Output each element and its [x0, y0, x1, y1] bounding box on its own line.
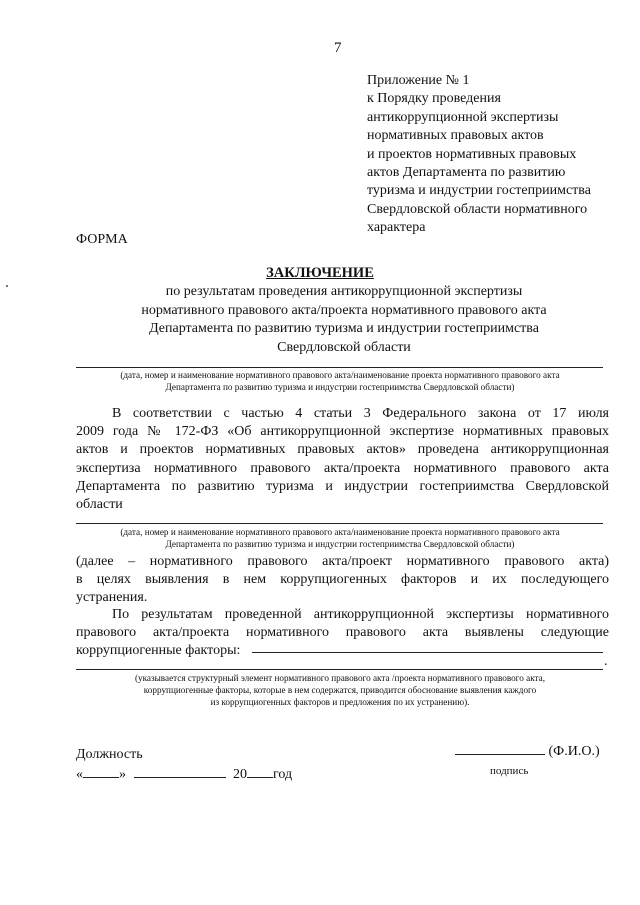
hint-line: (дата, номер и наименование нормативного правового акта/наименование проекта нормативного правового акта	[120, 370, 560, 380]
appendix-line: антикоррупционной экспертизы	[367, 109, 559, 125]
subtitle-line: Свердловской области	[277, 339, 411, 355]
hint-line: (дата, номер и наименование нормативного правового акта/наименование проекта нормативного правового акта	[120, 527, 560, 537]
paragraph-line: (далее – нормативного правового акта/проект нормативного правового акта)	[76, 554, 609, 569]
subtitle-line: Департамента по развитию туризма и индустрии гостеприимства	[149, 321, 539, 336]
paragraph-line: 2009 года № 172-ФЗ «Об антикоррупционной экспертизе нормативных правовых	[76, 424, 609, 440]
subtitle-line: по результатам проведения антикоррупционной экспертизы	[165, 284, 523, 299]
subtitle-line: нормативного правового акта/проекта нормативного правового акта	[141, 302, 547, 318]
paragraph-purpose	[76, 553, 609, 608]
appendix-line: к Порядку проведения	[367, 91, 501, 107]
paragraph-line: в целях выявления в нем коррупциогенных факторов и их последующего	[76, 572, 609, 588]
appendix-line: характера	[367, 220, 426, 236]
hint-note-factors	[70, 672, 610, 708]
appendix-block	[367, 72, 627, 238]
date-open-quote: «	[76, 767, 83, 782]
position-label: Должность	[76, 747, 143, 762]
month-field[interactable]	[134, 765, 226, 778]
margin-mark	[6, 285, 8, 287]
fill-in-line-factors-2[interactable]	[76, 669, 603, 670]
hint-line: из коррупциогенных факторов и предложения по их устранению).	[210, 697, 470, 707]
signature-field[interactable]	[455, 742, 545, 755]
paragraph-line: По результатам проведенной антикоррупционной экспертизы нормативного	[112, 607, 609, 622]
document-title: ЗАКЛЮЧЕНИЕ	[266, 265, 374, 281]
fio-label: (Ф.И.О.)	[548, 744, 600, 759]
signature-name-block	[455, 742, 600, 760]
paragraph-line: актов и проектов нормативных правовых актов» проведена антикоррупционная	[76, 442, 609, 458]
day-field[interactable]	[83, 765, 119, 778]
paragraph-line: экспертиза нормативного правового акта/проекта нормативного правового акта	[76, 460, 609, 476]
paragraph-line: В соответствии с частью 4 статьи 3 Федерального закона от 17 июля	[112, 406, 609, 421]
page-number: 7	[334, 40, 342, 56]
fill-in-line-factors[interactable]	[252, 652, 603, 653]
paragraph-line: устранения.	[76, 590, 148, 606]
date-close-quote: »	[119, 767, 126, 782]
paragraph-line: Департамента по развитию туризма и индустрии гостеприимства Свердловской	[76, 478, 609, 494]
hint-note-act-2	[70, 526, 610, 550]
year-field[interactable]	[247, 765, 273, 778]
hint-line: коррупциогенные факторы, которые в нем содержатся, приводится обоснование выявления каждого	[143, 685, 537, 695]
appendix-line: Свердловской области нормативного	[367, 201, 588, 217]
appendix-line: нормативных правовых актов	[367, 128, 544, 144]
paragraph-line: правового акта/проекта нормативного правового акта выявлены следующие	[76, 625, 609, 641]
hint-line: (указывается структурный элемент нормативного правового акта /проекта нормативного правового акта,	[134, 673, 546, 683]
signature-block	[76, 745, 292, 785]
year-suffix: год	[273, 767, 293, 782]
appendix-line: туризма и индустрии гостеприимства	[367, 183, 591, 199]
document-subtitle	[60, 283, 628, 357]
fill-in-line-act[interactable]	[76, 367, 603, 368]
form-label: ФОРМА	[76, 232, 128, 247]
hint-note-act	[70, 369, 610, 393]
hint-line: Департамента по развитию туризма и индустрии гостеприимства Свердловской области)	[165, 382, 515, 392]
paragraph-line: области	[76, 497, 123, 513]
date-line	[76, 765, 292, 785]
hint-line: Департамента по развитию туризма и индустрии гостеприимства Свердловской области)	[165, 539, 515, 549]
paragraph-line: коррупциогенные факторы:	[76, 643, 241, 659]
paragraph-basis	[76, 405, 609, 514]
appendix-line: и проектов нормативных правовых	[367, 146, 577, 162]
line-end-period: .	[604, 654, 608, 669]
appendix-line: актов Департамента по развитию	[367, 165, 566, 181]
signature-caption: подпись	[490, 765, 529, 777]
year-prefix: 20	[233, 767, 247, 782]
fill-in-line-act-2[interactable]	[76, 523, 603, 524]
appendix-line: Приложение № 1	[367, 73, 470, 88]
